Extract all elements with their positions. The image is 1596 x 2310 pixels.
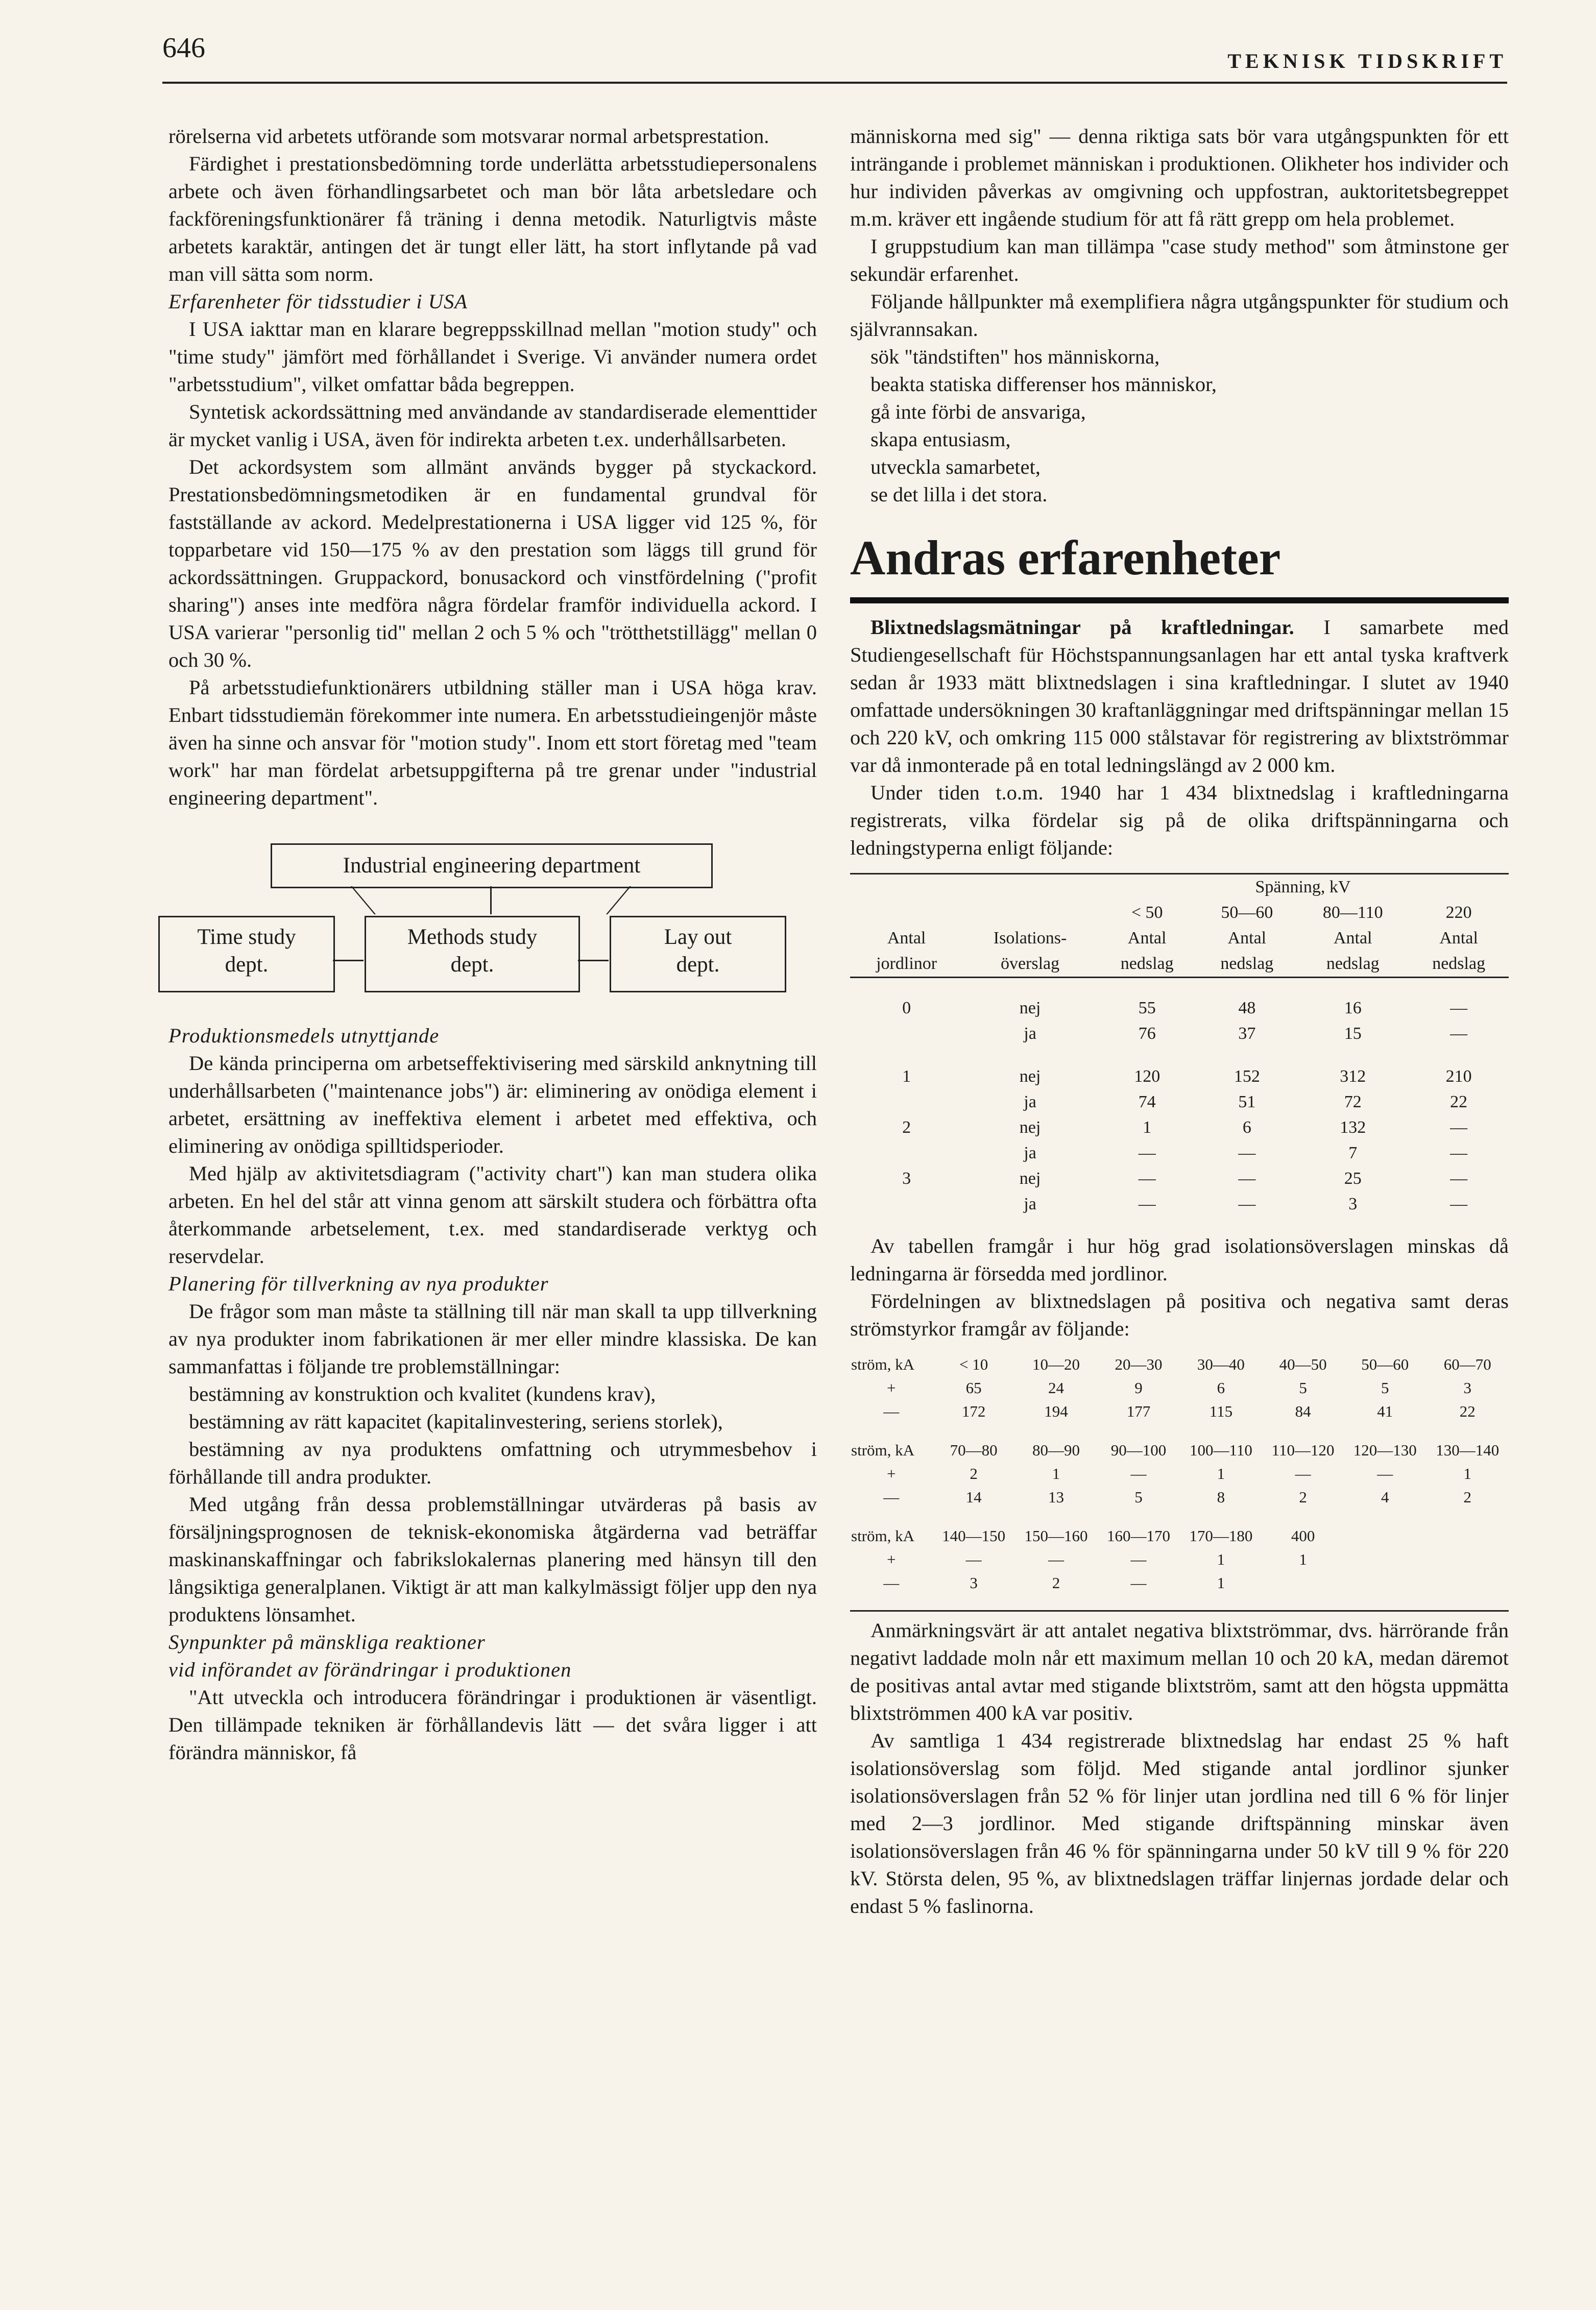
- paragraph: Det ackordsystem som allmänt används bygger på styckackord. Prestationsbedömningsmetodiken är en fundamental grundval för fastställande av ackord. Medelprestationerna i USA ligger vid 125 %, för topparbetare vid 150—175 % av den prestation som läggs till grund för ackordssättningen. Gruppackord, bonusackord och vinstfördelning ("profit sharing") anses inte medföra några fördelar framför individuella ackord. I USA varierar "personlig tid" mellan 2 och 5 % och "trötthetstillägg" mellan 0 och 30 %.: [168, 455, 817, 671]
- paragraph: Syntetisk ackordssättning med användande av standardiserade elementtider är mycket vanlig i USA, även för indirekta arbeten t.ex. underhållsarbeten.: [168, 400, 817, 451]
- list-item: bestämning av rätt kapacitet (kapitalinvestering, seriens storlek),: [189, 1410, 723, 1433]
- paragraph: människorna med sig" — denna riktiga sats bör vara utgångspunkten för ett inträngande i problemet människan i produktionen. Olikheter hos individer och hur individen påverkas av omgivning och uppfostran, auktoritetsbegreppet m.m. kräver ett ingående studium för att få rätt grepp om hela problemet.: [850, 125, 1509, 230]
- table-cell: 120—130: [1353, 1441, 1417, 1459]
- table-cell: < 10: [959, 1355, 988, 1373]
- table-header: Antal: [1127, 929, 1167, 947]
- table-cell: 2: [902, 1118, 911, 1137]
- section-heading: vid införandet av förändringar i produktionen: [168, 1658, 572, 1681]
- table-row: [850, 1423, 1509, 1462]
- table-cell: 3: [970, 1574, 978, 1592]
- org-box-methods-study: [365, 916, 580, 992]
- table-row: [850, 1021, 1509, 1047]
- table-header: 80—110: [1322, 903, 1383, 922]
- table-cell: 14: [965, 1488, 982, 1506]
- table-cell: 50—60: [1361, 1355, 1409, 1373]
- org-chart: [168, 823, 817, 1119]
- table-cell: 20—30: [1115, 1355, 1163, 1373]
- table-cell: 120: [1134, 1067, 1160, 1086]
- row-label: ström, kA: [851, 1355, 914, 1373]
- table-cell: —: [1138, 1144, 1156, 1162]
- table-cell: nej: [1019, 1067, 1041, 1086]
- table-cell: [1344, 1509, 1426, 1548]
- table-row: [850, 978, 1509, 1022]
- section-heading: Produktionsmedels utnyttjande: [168, 1024, 440, 1047]
- table-cell: —: [1450, 1195, 1468, 1213]
- table-header: nedslag: [1432, 954, 1486, 973]
- table-cell: [1344, 1548, 1426, 1571]
- table-cell: 7: [1348, 1144, 1358, 1162]
- section-heading: Erfarenheter för tidsstudier i USA: [168, 290, 468, 313]
- table-cell: —: [1130, 1465, 1147, 1482]
- table-row: [850, 1047, 1509, 1089]
- paragraph: I USA iakttar man en klarare begreppsskillnad mellan "motion study" och "time study" jämfört med förhållandet i Sverige. Vi använder numera ordet "arbetsstudium", vilket omfattar båda begreppen.: [168, 318, 817, 396]
- org-box-line: Time study: [197, 925, 296, 949]
- list-item: sök "tändstiften" hos människorna,: [870, 345, 1160, 368]
- table-row: [850, 1400, 1509, 1423]
- table-cell: [1426, 1571, 1509, 1595]
- list-item: se det lilla i det stora.: [870, 483, 1048, 506]
- table-cell: 3: [1463, 1379, 1471, 1397]
- table-header: 220: [1445, 903, 1472, 922]
- table-cell: 76: [1138, 1024, 1156, 1043]
- table-row: [850, 1486, 1509, 1509]
- table-row: [850, 1376, 1509, 1400]
- table-cell: 5: [1134, 1488, 1143, 1506]
- table-cell: —: [1238, 1195, 1256, 1213]
- table-cell: [850, 1089, 963, 1115]
- table-cell: ja: [1024, 1195, 1036, 1213]
- table-header: överslag: [1000, 954, 1060, 973]
- table-cell: 24: [1048, 1379, 1065, 1397]
- table-cell: 1: [1217, 1465, 1225, 1482]
- table-cell: 400: [1291, 1527, 1315, 1545]
- paragraph: Med utgång från dessa problemställningar utvärderas på basis av försäljningsprognosen de teknisk-ekonomiska åtgärderna vad beträffar maskinanskaffningar och fabrikslokalernas planering med hänsyn till den långsiktiga generalplanen. Viktigt är att man kalkylmässigt följer upp den nya produktens lönsamhet.: [168, 1493, 817, 1626]
- table-cell: 37: [1238, 1024, 1256, 1043]
- table-cell: 4: [1381, 1488, 1389, 1506]
- table-cell: 90—100: [1110, 1441, 1167, 1459]
- table-row: [850, 1462, 1509, 1486]
- checklist: [850, 343, 1509, 508]
- row-label: +: [886, 1550, 896, 1568]
- org-box-line: Methods study: [407, 925, 538, 949]
- table-cell: 10—20: [1032, 1355, 1080, 1373]
- paragraph: De frågor som man måste ta ställning till när man skall ta upp tillverkning av nya produkter inom fabrikationen är mer eller mindre klassiska. De kan sammanfattas i följande tre problemställningar:: [168, 1300, 817, 1378]
- table-cell: —: [1138, 1169, 1156, 1188]
- table-header: Isolations-: [993, 929, 1067, 947]
- table-header: Spänning, kV: [1255, 878, 1351, 896]
- paragraph: I gruppstudium kan man tillämpa "case study method" som åtminstone ger sekundär erfarenhet.: [850, 235, 1509, 285]
- table-header: Antal: [1333, 929, 1372, 947]
- table-cell: 70—80: [950, 1441, 998, 1459]
- org-box-line: dept.: [676, 953, 720, 977]
- table-cell: 22: [1450, 1092, 1468, 1111]
- table-cell: [1344, 1571, 1426, 1595]
- table-cell: [1262, 1571, 1344, 1595]
- table-row: [850, 1166, 1509, 1192]
- table-cell: 13: [1048, 1488, 1065, 1506]
- table-cell: 1: [1299, 1550, 1307, 1568]
- table-cell: nej: [1019, 1118, 1041, 1137]
- table-cell: 22: [1459, 1402, 1476, 1420]
- table-cell: 194: [1044, 1402, 1068, 1420]
- table-cell: 172: [961, 1402, 986, 1420]
- list-item: bestämning av nya produktens omfattning och utrymmesbehov i förhållande till andra produkter.: [168, 1438, 817, 1488]
- table-cell: 210: [1445, 1067, 1472, 1086]
- table-cell: —: [1377, 1465, 1393, 1482]
- org-box-layout: [610, 916, 786, 992]
- right-column: [850, 123, 1509, 1920]
- paragraph: Av tabellen framgår i hur hög grad isolationsöverslagen minskas då ledningarna är försedda med jordlinor.: [850, 1234, 1509, 1285]
- table-cell: 5: [1381, 1379, 1389, 1397]
- title-rule: [850, 597, 1509, 603]
- table-cell: 115: [1209, 1402, 1233, 1420]
- table-cell: 152: [1234, 1067, 1260, 1086]
- table-cell: 74: [1138, 1092, 1156, 1111]
- table-cell: 41: [1377, 1402, 1393, 1420]
- running-header: TEKNISK TIDSKRIFT: [1227, 50, 1507, 72]
- table-cell: —: [1450, 1169, 1468, 1188]
- table-cell: [850, 1140, 963, 1166]
- section-heading: Planering för tillverkning av nya produkter: [168, 1272, 549, 1295]
- row-label: +: [886, 1465, 896, 1482]
- table-cell: 6: [1242, 1118, 1251, 1137]
- table-cell: 40—50: [1279, 1355, 1327, 1373]
- row-label: +: [886, 1379, 896, 1397]
- row-label: ström, kA: [851, 1527, 914, 1545]
- table-cell: 8: [1217, 1488, 1225, 1506]
- table-cell: 1: [1463, 1465, 1471, 1482]
- table-cell: 132: [1340, 1118, 1366, 1137]
- paragraph: Fördelningen av blixtnedslagen på positiva och negativa samt deras strömstyrkor framgår av följande:: [850, 1290, 1509, 1340]
- table-cell: 9: [1134, 1379, 1143, 1397]
- paragraph: rörelserna vid arbetets utförande som motsvarar normal arbetsprestation.: [168, 125, 769, 148]
- table-row: [850, 1140, 1509, 1166]
- row-label: ström, kA: [851, 1441, 914, 1459]
- table-cell: nej: [1019, 999, 1041, 1017]
- table-header: Antal: [1227, 929, 1267, 947]
- table-cell: —: [1450, 999, 1468, 1017]
- table-cell: 3: [902, 1169, 911, 1188]
- table-cell: —: [1450, 1118, 1468, 1137]
- paragraph: Färdighet i prestationsbedömning torde underlätta arbetsstudiepersonalens arbete och även förhandlingsarbetet och man bör låta arbetsledare och fackföreningsfunktionärer få träning i denna metodik. Naturligtvis måste arbetets karaktär, antingen det är tungt eller lätt, ha stort inflytande på vad man vill sätta som norm.: [168, 152, 817, 285]
- table-row: [850, 1353, 1509, 1376]
- list-item: skapa entusiasm,: [870, 428, 1011, 451]
- table-header: nedslag: [1326, 954, 1380, 973]
- table-cell: 55: [1138, 999, 1156, 1017]
- table-cell: 16: [1344, 999, 1362, 1017]
- table-row: [850, 1115, 1509, 1140]
- table-cell: 2: [1299, 1488, 1307, 1506]
- table-cell: 1: [1143, 1118, 1152, 1137]
- table-cell: 1: [1217, 1550, 1225, 1568]
- table-cell: —: [1138, 1195, 1156, 1213]
- org-box-line: Lay out: [664, 925, 732, 949]
- table-cell: 1: [1217, 1574, 1225, 1592]
- table-cell: 2: [1463, 1488, 1471, 1506]
- table-cell: ja: [1024, 1092, 1036, 1111]
- paragraph: Följande hållpunkter må exemplifiera några utgångspunkter för studium och självrannsakan.: [850, 290, 1509, 341]
- table-cell: 48: [1238, 999, 1256, 1017]
- table-cell: —: [965, 1550, 982, 1568]
- paragraph: "Att utveckla och introducera förändringar i produktionen är väsentligt. Den tillämpade tekniken är förhållandevis lätt — det svåra ligger i att förändra människor, få: [168, 1686, 817, 1764]
- table-cell: 160—170: [1106, 1527, 1170, 1545]
- row-label: —: [883, 1402, 900, 1420]
- paragraph: På arbetsstudiefunktionärers utbildning ställer man i USA höga krav. Enbart tidsstudiemän förekommer inte numera. En arbetsstudieingenjör måste även ha sinne och ansvar för "motion study". Inom ett stort företag med "team work" har man fördelat arbetsuppgifterna på tre grenar under "industrial engineering department".: [168, 676, 817, 809]
- table-row: [850, 1192, 1509, 1217]
- table-cell: —: [1450, 1024, 1468, 1043]
- table-header: nedslag: [1120, 954, 1174, 973]
- table-cell: 100—110: [1189, 1441, 1252, 1459]
- org-box-time-study: [158, 916, 335, 992]
- table-cell: 3: [1348, 1195, 1358, 1213]
- table-cell: 60—70: [1443, 1355, 1491, 1373]
- table-header: Antal: [887, 929, 926, 947]
- org-line: [351, 886, 376, 914]
- table-cell: 130—140: [1436, 1441, 1500, 1459]
- row-label: —: [883, 1574, 900, 1592]
- table-cell: 1: [1052, 1465, 1060, 1482]
- table-cell: 2: [1052, 1574, 1060, 1592]
- org-line: [578, 960, 609, 961]
- table-cell: —: [1130, 1550, 1147, 1568]
- table-cell: 65: [965, 1379, 982, 1397]
- list-item: utveckla samarbetet,: [870, 455, 1041, 478]
- table-cell: —: [1048, 1550, 1065, 1568]
- lead-heading: Blixtnedslagsmätningar på kraftledningar.: [870, 616, 1294, 639]
- table-cell: —: [1450, 1144, 1468, 1162]
- table-cell: nej: [1019, 1169, 1041, 1188]
- table-cell: 25: [1344, 1169, 1362, 1188]
- table-header: nedslag: [1220, 954, 1274, 973]
- header-rule: [162, 82, 1507, 84]
- table-cell: [850, 1021, 963, 1047]
- table-cell: ja: [1024, 1024, 1036, 1043]
- table-cell: [850, 1192, 963, 1217]
- table-row: [850, 1509, 1509, 1548]
- paragraph: Under tiden t.o.m. 1940 har 1 434 blixtnedslag i kraftledningarna registrerats, vilka fördelar sig på de olika driftspänningarna och ledningstyperna enligt följande:: [850, 781, 1509, 859]
- table-row: [850, 1571, 1509, 1595]
- table-cell: 30—40: [1197, 1355, 1245, 1373]
- table-cell: 110—120: [1271, 1441, 1335, 1459]
- table-cell: 170—180: [1189, 1527, 1253, 1545]
- table-cell: 5: [1299, 1379, 1307, 1397]
- paragraph: Av samtliga 1 434 registrerade blixtnedslag har endast 25 % haft isolationsöverslag som följd. Med stigande antal jordlinor sjunker isolationsöverslagen från 52 % för linjer utan jordlina ned till 6 % för linjer med 2—3 jordlinor. Med stigande driftspänning minskar även isolationsöverslagen från 46 % för spänningarna under 50 kV till 9 % för 220 kV. Största delen, 95 %, av blixtnedslagen träffar linjernas jordade delar och endast 5 % faslinorna.: [850, 1729, 1509, 1917]
- lightning-voltage-table: [850, 873, 1509, 1217]
- row-label: —: [883, 1488, 900, 1506]
- page-number: 646: [162, 32, 205, 64]
- table-cell: —: [1295, 1465, 1311, 1482]
- section-heading: Synpunkter på mänskliga reaktioner: [168, 1631, 486, 1654]
- table-cell: [1426, 1509, 1509, 1548]
- table-cell: 177: [1126, 1402, 1151, 1420]
- table-cell: 6: [1217, 1379, 1225, 1397]
- org-line: [606, 886, 631, 914]
- list-item: gå inte förbi de ansvariga,: [870, 400, 1086, 423]
- org-box-line: dept.: [225, 953, 269, 977]
- table-header: 50—60: [1221, 903, 1273, 922]
- table-cell: 72: [1344, 1092, 1362, 1111]
- current-distribution-table: [850, 1353, 1509, 1595]
- table-cell: 51: [1238, 1092, 1256, 1111]
- table-row: [850, 1089, 1509, 1115]
- table-header: < 50: [1131, 903, 1163, 922]
- table-cell: 150—160: [1024, 1527, 1088, 1545]
- table-header: Antal: [1439, 929, 1478, 947]
- table-cell: 140—150: [942, 1527, 1006, 1545]
- table-cell: 84: [1295, 1402, 1311, 1420]
- paragraph: De kända principerna om arbetseffektivisering med särskild anknytning till underhållsarbeten ("maintenance jobs") är: eliminering av onödiga element i arbetet, ersättning av ineffektiva element i arbetet med effektiva, och eliminering av onödiga spilltidsperioder.: [168, 1052, 817, 1157]
- paragraph: I samarbete med Studiengesellschaft für Höchstspannungsanlagen har ett antal tyska kraftverk sedan år 1933 mätt blixtnedslagen i sina kraftledningar. I slutet av 1940 omfattade undersökningen 30 kraftanläggningar med driftspänningar mellan 15 och 220 kV, och omkring 115 000 stålstavar för registrering av blixtströmmar var då inmonterade på en total ledningslängd av 2 000 km.: [850, 616, 1509, 776]
- table-cell: 2: [970, 1465, 978, 1482]
- table-cell: ja: [1024, 1144, 1036, 1162]
- table-cell: —: [1238, 1144, 1256, 1162]
- table-rule: [850, 1610, 1509, 1612]
- org-box-top: Industrial engineering department: [271, 843, 713, 888]
- left-column: [168, 123, 817, 1766]
- list-item: beakta statiska differenser hos människor,: [870, 373, 1217, 396]
- list-item: bestämning av konstruktion och kvalitet (kundens krav),: [189, 1382, 656, 1405]
- table-cell: 15: [1344, 1024, 1362, 1043]
- table-row: [850, 1548, 1509, 1571]
- paragraph: Med hjälp av aktivitetsdiagram ("activity chart") kan man studera olika arbeten. En hel del står att vinna genom att särskilt studera och förbättra ofta återkommande arbetselement, t.ex. med standardiserade verktyg och reservdelar.: [168, 1162, 817, 1268]
- org-line: [333, 960, 364, 961]
- table-cell: 80—90: [1032, 1441, 1080, 1459]
- section-title: Andras erfarenheter: [850, 530, 1281, 585]
- table-cell: —: [1130, 1574, 1147, 1592]
- paragraph: Anmärkningsvärt är att antalet negativa blixtströmmar, dvs. härrörande från negativt laddade moln når ett maximum mellan 10 och 20 kA, medan däremot de positivas antal avtar med stigande blixtström, samt att den högsta uppmätta blixtströmmen 400 kA var positiv.: [850, 1619, 1509, 1724]
- table-cell: 0: [902, 999, 911, 1017]
- table-header: jordlinor: [876, 954, 937, 973]
- table-cell: 1: [902, 1067, 911, 1086]
- org-box-line: dept.: [450, 953, 494, 977]
- table-cell: 312: [1340, 1067, 1366, 1086]
- table-cell: —: [1238, 1169, 1256, 1188]
- table-cell: [1426, 1548, 1509, 1571]
- org-line: [490, 886, 492, 914]
